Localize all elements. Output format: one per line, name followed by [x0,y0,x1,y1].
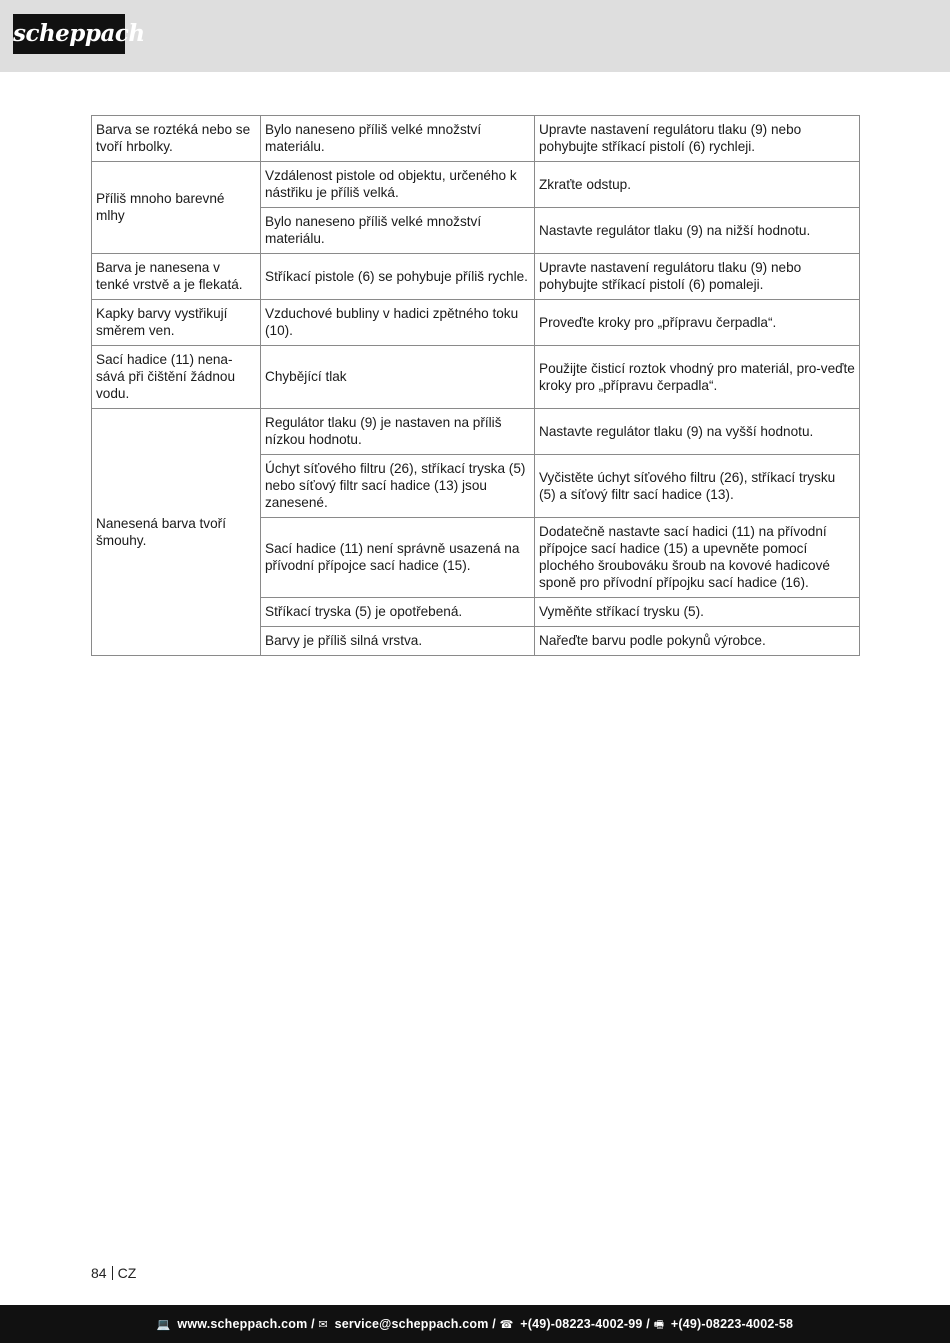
reason-cell: Regulátor tlaku (9) je nastaven na příliš nízkou hodnotu. [261,409,535,455]
footer-separator: / [646,1317,650,1331]
table-row [92,300,860,346]
reason-cell: Stříkací pistole (6) se pohybuje příliš rychle. [261,254,535,300]
footer-website[interactable]: www.scheppach.com [177,1317,308,1331]
cause-cell: Příliš mnoho barevné mlhy [92,162,261,254]
fax-icon: 🖷 [653,1319,665,1331]
computer-icon: 💻 [156,1319,171,1331]
troubleshooting-table [91,115,860,656]
fix-cell: Vyměňte stříkací trysku (5). [535,598,860,627]
footer-email[interactable]: service@scheppach.com [334,1317,489,1331]
reason-cell: Stříkací tryska (5) je opotřebená. [261,598,535,627]
table-row [92,116,860,162]
reason-cell: Vzdálenost pistole od objektu, určeného k nástřiku je příliš velká. [261,162,535,208]
footer-fax: +(49)-08223-4002-58 [670,1317,794,1331]
fix-cell: Nastavte regulátor tlaku (9) na nižší hodnotu. [535,208,860,254]
table-row [92,409,860,455]
reason-cell: Bylo naneseno příliš velké množství materiálu. [261,116,535,162]
page-number-value: 84 [91,1265,107,1281]
cause-cell: Barva se roztéká nebo se tvoří hrbolky. [92,116,261,162]
mail-icon: ✉ [318,1319,328,1331]
table-row [92,162,860,208]
reason-cell: Chybějící tlak [261,346,535,409]
fix-cell: Vyčistěte úchyt síťového filtru (26), stříkací trysku (5) a síťový filtr sací hadice (13). [535,455,860,518]
footer-contact-bar [0,1305,950,1343]
reason-cell: Vzduchové bubliny v hadici zpětného toku (10). [261,300,535,346]
reason-cell: Bylo naneseno příliš velké množství materiálu. [261,208,535,254]
fix-cell: Nařeďte barvu podle pokynů výrobce. [535,627,860,656]
cause-cell: Nanesená barva tvoří šmouhy. [92,409,261,656]
footer-separator: / [311,1317,315,1331]
reason-cell: Sací hadice (11) není správně usazená na přívodní přípojce sací hadice (15). [261,518,535,598]
scheppach-logo: scheppach [13,14,125,54]
footer-phone: +(49)-08223-4002-99 [520,1317,643,1331]
fix-cell: Dodatečně nastavte sací hadici (11) na přívodní přípojce sací hadice (15) a upevněte pomocí plochého šroubováku šroub na kovové hadicové sponě pro přívodní přípojku sací hadice (16). [535,518,860,598]
fix-cell: Proveďte kroky pro „přípravu čerpadla“. [535,300,860,346]
fix-cell: Použijte čisticí roztok vhodný pro materiál, pro-veďte kroky pro „přípravu čerpadla“. [535,346,860,409]
table-row [92,346,860,409]
reason-cell: Úchyt síťového filtru (26), stříkací tryska (5) nebo síťový filtr sací hadice (13) jsou zanesené. [261,455,535,518]
fix-cell: Zkraťte odstup. [535,162,860,208]
table-row [92,254,860,300]
fix-cell: Upravte nastavení regulátoru tlaku (9) nebo pohybujte stříkací pistolí (6) rychleji. [535,116,860,162]
page-language: CZ [117,1265,137,1281]
header-band [0,0,950,72]
cause-cell: Sací hadice (11) nena-sává při čištění žádnou vodu. [92,346,261,409]
page-number-divider [112,1266,113,1280]
cause-cell: Barva je nanesena v tenké vrstvě a je flekatá. [92,254,261,300]
fix-cell: Nastavte regulátor tlaku (9) na vyšší hodnotu. [535,409,860,455]
page-number [91,1265,136,1281]
fix-cell: Upravte nastavení regulátoru tlaku (9) nebo pohybujte stříkací pistolí (6) pomaleji. [535,254,860,300]
cause-cell: Kapky barvy vystřikují směrem ven. [92,300,261,346]
footer-separator: / [492,1317,496,1331]
phone-icon: ☎ [499,1319,514,1331]
reason-cell: Barvy je příliš silná vrstva. [261,627,535,656]
